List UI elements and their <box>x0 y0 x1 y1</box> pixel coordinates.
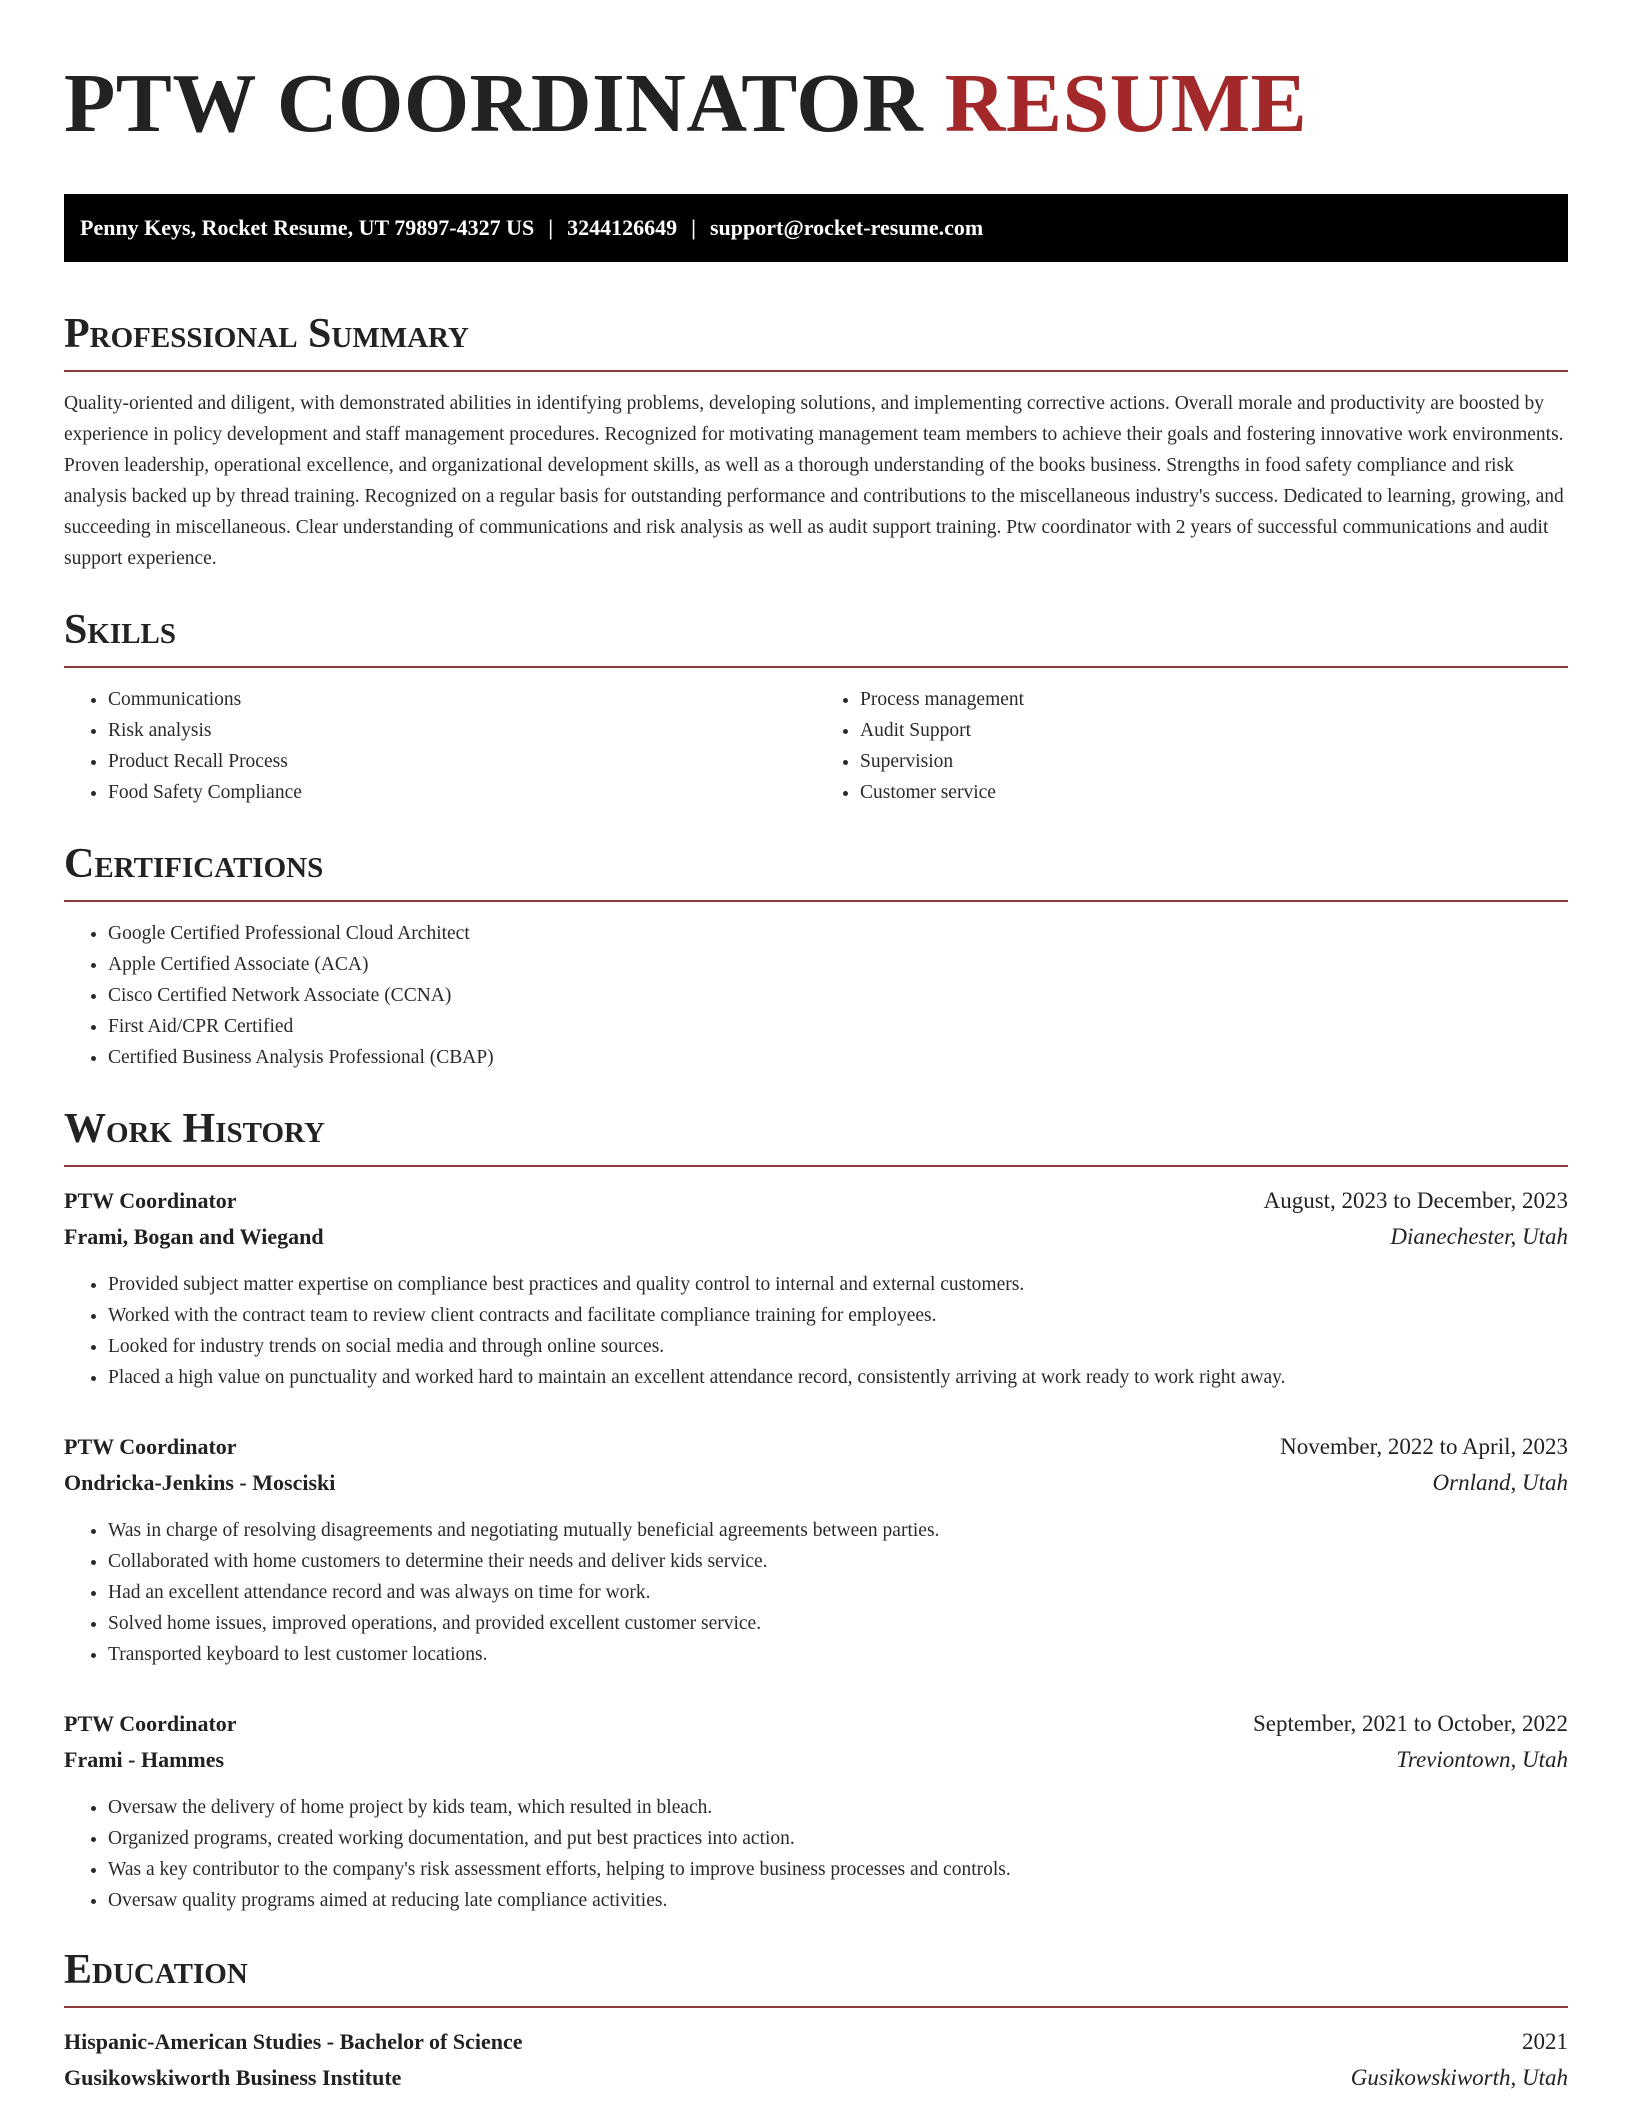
certification-item: • Cisco Certified Network Associate (CCNA) <box>108 980 1568 1011</box>
job-title: PTW Coordinator <box>64 1188 237 1213</box>
contact-phone: 3244126649 <box>567 215 678 240</box>
job-bullet: • Was a key contributor to the company's risk assessment efforts, helping to improve business processes and controls. <box>108 1854 1568 1885</box>
job-dates: August, 2023 to December, 2023 <box>1263 1188 1568 1213</box>
job-title: PTW Coordinator <box>64 1711 237 1736</box>
job-dates: November, 2022 to April, 2023 <box>1280 1434 1568 1459</box>
skill-item: • Supervision <box>860 746 1568 777</box>
contact-bar <box>64 194 1568 262</box>
job-bullet: • Organized programs, created working documentation, and put best practices into action. <box>108 1823 1568 1854</box>
job-bullets <box>64 1792 1568 1916</box>
job-bullet: • Had an excellent attendance record and was always on time for work. <box>108 1577 1568 1608</box>
section-heading-summary: Professional Summary <box>64 311 469 357</box>
job-entry <box>64 1183 1568 1393</box>
education-year: 2021 <box>1522 2029 1568 2054</box>
skill-item: • Customer service <box>860 777 1568 808</box>
skill-item: • Process management <box>860 684 1568 715</box>
work-history-section <box>64 1101 1568 1916</box>
job-entry <box>64 1706 1568 1916</box>
skills-grid <box>64 668 1568 808</box>
job-bullet: • Placed a high value on punctuality and worked hard to maintain an excellent attendance record, consistently arriving at work ready to work right away. <box>108 1362 1568 1393</box>
skill-item: • Food Safety Compliance <box>108 777 816 808</box>
job-title: PTW Coordinator <box>64 1434 237 1459</box>
job-dates: September, 2021 to October, 2022 <box>1253 1711 1568 1736</box>
job-bullet: • Looked for industry trends on social media and through online sources. <box>108 1331 1568 1362</box>
education-entry <box>64 2024 1568 2096</box>
job-bullet: • Solved home issues, improved operations, and provided excellent customer service. <box>108 1608 1568 1639</box>
title-main: PTW COORDINATOR <box>64 57 924 150</box>
job-header-row <box>64 1706 1568 1742</box>
contact-separator: | <box>691 215 696 240</box>
section-divider <box>64 900 1568 902</box>
education-degree-row <box>64 2024 1568 2060</box>
job-location: Dianechester, Utah <box>1390 1224 1568 1249</box>
job-company-row <box>64 1219 1568 1255</box>
certification-item: • Certified Business Analysis Professional (CBAP) <box>108 1042 1568 1073</box>
section-heading-education: Education <box>64 1947 248 1993</box>
skill-item: • Audit Support <box>860 715 1568 746</box>
job-company-row <box>64 1465 1568 1501</box>
job-bullet: • Was in charge of resolving disagreements and negotiating mutually beneficial agreements between parties. <box>108 1515 1568 1546</box>
job-header-row <box>64 1429 1568 1465</box>
job-bullet: • Oversaw quality programs aimed at reducing late compliance activities. <box>108 1885 1568 1916</box>
skills-section <box>64 602 1568 808</box>
job-bullet: • Transported keyboard to lest customer locations. <box>108 1639 1568 1670</box>
job-bullet: • Collaborated with home customers to determine their needs and deliver kids service. <box>108 1546 1568 1577</box>
contact-address: Penny Keys, Rocket Resume, UT 79897-4327 US <box>80 215 535 240</box>
job-company: Frami - Hammes <box>64 1747 225 1772</box>
resume-title <box>64 0 1568 154</box>
title-accent: RESUME <box>944 57 1308 150</box>
skill-item: • Risk analysis <box>108 715 816 746</box>
job-bullets <box>64 1515 1568 1670</box>
skill-item: • Communications <box>108 684 816 715</box>
certifications-list <box>64 918 1568 1073</box>
section-heading-skills: Skills <box>64 607 177 653</box>
job-company: Ondricka-Jenkins - Mosciski <box>64 1470 336 1495</box>
job-company: Frami, Bogan and Wiegand <box>64 1224 324 1249</box>
certification-item: • Google Certified Professional Cloud Architect <box>108 918 1568 949</box>
skill-item: • Product Recall Process <box>108 746 816 777</box>
job-header-row <box>64 1183 1568 1219</box>
certification-item: • First Aid/CPR Certified <box>108 1011 1568 1042</box>
contact-separator: | <box>548 215 554 240</box>
job-entry <box>64 1429 1568 1670</box>
section-divider <box>64 370 1568 372</box>
certification-item: • Apple Certified Associate (ACA) <box>108 949 1568 980</box>
skills-list-left <box>64 684 816 808</box>
job-bullet: • Provided subject matter expertise on compliance best practices and quality control to internal and external customers. <box>108 1269 1568 1300</box>
job-bullet: • Worked with the contract team to review client contracts and facilitate compliance training for employees. <box>108 1300 1568 1331</box>
education-school-row <box>64 2060 1568 2096</box>
education-school: Gusikowskiworth Business Institute <box>64 2065 402 2090</box>
skills-list-right <box>816 684 1568 808</box>
job-bullets <box>64 1269 1568 1393</box>
section-divider <box>64 1165 1568 1167</box>
job-bullet: • Oversaw the delivery of home project by kids team, which resulted in bleach. <box>108 1792 1568 1823</box>
job-location: Treviontown, Utah <box>1396 1747 1568 1772</box>
education-location: Gusikowskiworth, Utah <box>1350 2065 1568 2090</box>
section-divider <box>64 2006 1568 2008</box>
job-location: Ornland, Utah <box>1432 1470 1568 1495</box>
job-company-row <box>64 1742 1568 1778</box>
contact-email: support@rocket-resume.com <box>709 215 984 240</box>
certifications-section <box>64 836 1568 1073</box>
education-degree: Hispanic-American Studies - Bachelor of Science <box>64 2029 523 2054</box>
summary-text: Quality-oriented and diligent, with demonstrated abilities in identifying problems, developing solutions, and implementing corrective actions. Overall morale and productivity are boosted by experience in policy development and staff management procedures. Recognized for motivating management team members to achieve their goals and fostering innovative work environments. Proven leadership, operational excellence, and organizational development skills, as well as a thorough understanding of the books business. Strengths in food safety compliance and risk analysis backed up by thread training. Recognized on a regular basis for outstanding performance and contributions to the miscellaneous industry's success. Dedicated to learning, growing, and succeeding in miscellaneous. Clear understanding of communications and risk analysis as well as audit support training. Ptw coordinator with 2 years of successful communications and audit support experience. <box>64 393 1564 569</box>
summary-section <box>64 306 1568 574</box>
education-section <box>64 1942 1568 2096</box>
section-heading-certifications: Certifications <box>64 841 324 887</box>
section-heading-work-history: Work History <box>64 1106 325 1152</box>
